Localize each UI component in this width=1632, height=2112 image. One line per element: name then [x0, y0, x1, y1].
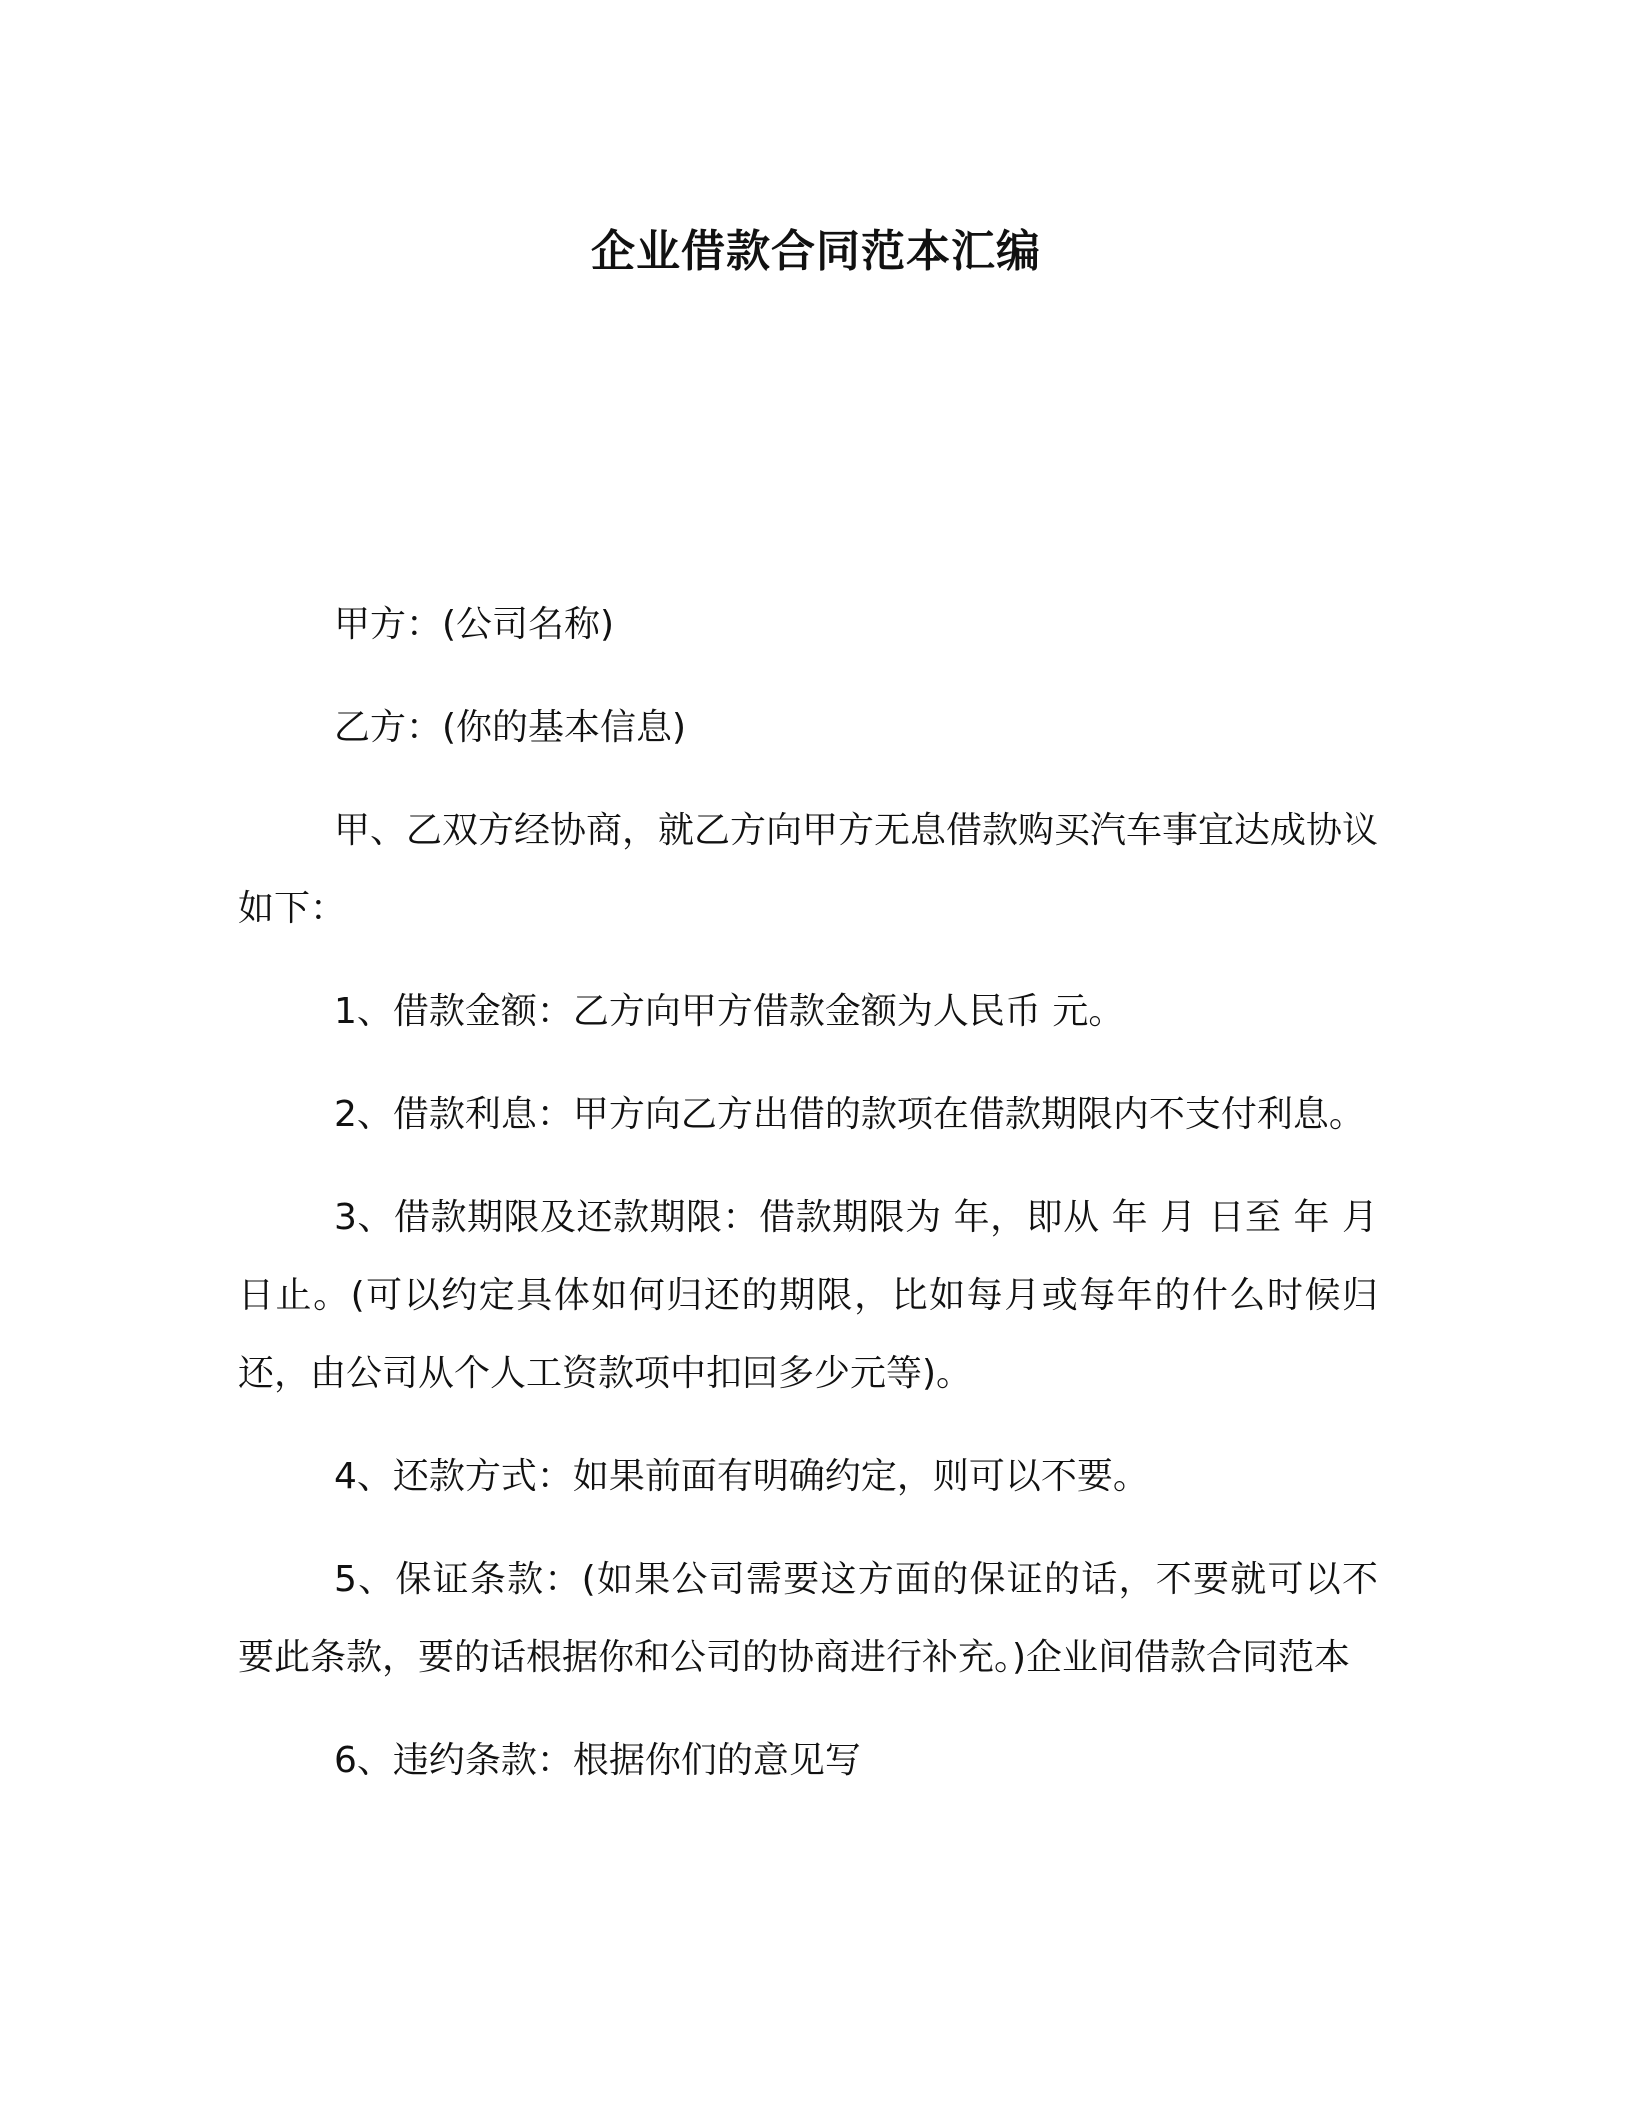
document-title: 企业借款合同范本汇编 — [591, 226, 1041, 277]
clause-loan-interest: 2、借款利息：甲方向乙方出借的款项在借款期限内不支付利息。 — [334, 1094, 1365, 1135]
party-a-line: 甲方：(公司名称) — [334, 604, 615, 645]
clause-loan-amount: 1、借款金额：乙方向甲方借款金额为人民币 元。 — [334, 991, 1125, 1032]
clause-breach: 6、违约条款：根据你们的意见写 — [334, 1740, 861, 1781]
clause-repayment-method: 4、还款方式：如果前面有明确约定，则可以不要。 — [334, 1456, 1149, 1497]
agreement-intro: 甲、乙双方经协商，就乙方向甲方无息借款购买汽车事宜达成协议如下： — [238, 810, 1379, 929]
document-body — [238, 586, 1378, 1825]
party-b-line: 乙方：(你的基本信息) — [334, 707, 687, 748]
clause-loan-term: 3、借款期限及还款期限：借款期限为 年，即从 年 月 日至 年 月 日止。(可以约定具体如何归还的期限，比如每月或每年的什么时候归还，由公司从个人工资款项中扣回多少元等)。 — [238, 1197, 1378, 1394]
clause-guarantee: 5、保证条款：(如果公司需要这方面的保证的话，不要就可以不要此条款，要的话根据你和公司的协商进行补充。)企业间借款合同范本 — [238, 1559, 1378, 1678]
